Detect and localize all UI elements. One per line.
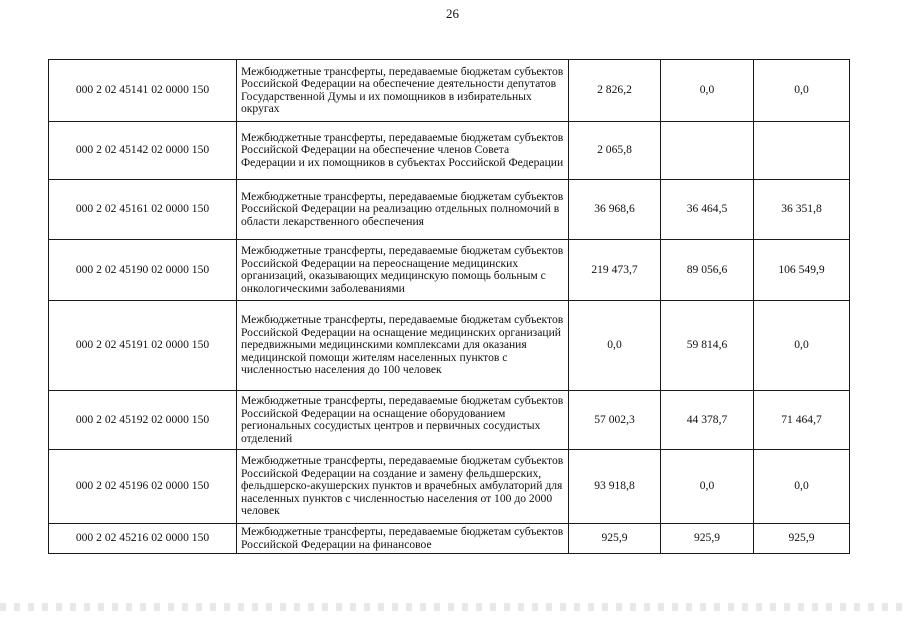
amount-year3-cell: 925,9	[754, 524, 850, 554]
transfer-name-cell: Межбюджетные трансферты, передаваемые бюджетам субъектов Российской Федерации на реализацию отдельных полномочий в области лекарственного обеспечения	[237, 180, 569, 240]
amount-year1-cell: 219 473,7	[569, 240, 661, 301]
amount-year1-cell: 57 002,3	[569, 391, 661, 450]
transfer-name-cell: Межбюджетные трансферты, передаваемые бюджетам субъектов Российской Федерации на финансовое	[237, 524, 569, 554]
transfer-name-cell: Межбюджетные трансферты, передаваемые бюджетам субъектов Российской Федерации на создание и замену фельдшерских, фельдшерско-акушерских пунктов и врачебных амбулаторий для населенных пунктов с численностью населения от 100 до 2000 человек	[237, 450, 569, 524]
transfer-name-cell: Межбюджетные трансферты, передаваемые бюджетам субъектов Российской Федерации на обеспечение членов Совета Федерации и их помощников в субъектах Российской Федерации	[237, 122, 569, 180]
amount-year2-cell: 59 814,6	[661, 301, 754, 391]
amount-year2-cell: 36 464,5	[661, 180, 754, 240]
budget-code-cell: 000 2 02 45142 02 0000 150	[49, 122, 237, 180]
budget-code-cell: 000 2 02 45196 02 0000 150	[49, 450, 237, 524]
amount-year2-cell: 44 378,7	[661, 391, 754, 450]
transfer-name-cell: Межбюджетные трансферты, передаваемые бюджетам субъектов Российской Федерации на оснащение медицинских организаций передвижными медицинскими комплексами для оказания медицинской помощи жителям населенных пунктов с численностью населения до 100 человек	[237, 301, 569, 391]
amount-year1-cell: 2 826,2	[569, 60, 661, 122]
amount-year3-cell: 0,0	[754, 301, 850, 391]
amount-year2-cell	[661, 122, 754, 180]
amount-year3-cell: 106 549,9	[754, 240, 850, 301]
budget-code-cell: 000 2 02 45141 02 0000 150	[49, 60, 237, 122]
budget-code-cell: 000 2 02 45161 02 0000 150	[49, 180, 237, 240]
budget-code-cell: 000 2 02 45190 02 0000 150	[49, 240, 237, 301]
table-row	[49, 301, 850, 391]
scan-edge-artifact	[0, 603, 905, 611]
amount-year3-cell: 0,0	[754, 60, 850, 122]
table-row	[49, 450, 850, 524]
amount-year3-cell	[754, 122, 850, 180]
amount-year2-cell: 0,0	[661, 450, 754, 524]
amount-year2-cell: 89 056,6	[661, 240, 754, 301]
page-number: 26	[446, 6, 459, 21]
amount-year1-cell: 925,9	[569, 524, 661, 554]
budget-code-cell: 000 2 02 45191 02 0000 150	[49, 301, 237, 391]
table-row	[49, 524, 850, 554]
transfer-name-cell: Межбюджетные трансферты, передаваемые бюджетам субъектов Российской Федерации на оснащение оборудованием региональных сосудистых центров и первичных сосудистых отделений	[237, 391, 569, 450]
table-row	[49, 122, 850, 180]
amount-year3-cell: 0,0	[754, 450, 850, 524]
budget-code-cell: 000 2 02 45216 02 0000 150	[49, 524, 237, 554]
budget-code-cell: 000 2 02 45192 02 0000 150	[49, 391, 237, 450]
table-row	[49, 60, 850, 122]
amount-year2-cell: 925,9	[661, 524, 754, 554]
amount-year1-cell: 36 968,6	[569, 180, 661, 240]
amount-year1-cell: 0,0	[569, 301, 661, 391]
budget-table	[48, 59, 850, 554]
table-row	[49, 240, 850, 301]
amount-year3-cell: 36 351,8	[754, 180, 850, 240]
transfer-name-cell: Межбюджетные трансферты, передаваемые бюджетам субъектов Российской Федерации на обеспечение деятельности депутатов Государственной Думы и их помощников в избирательных округах	[237, 60, 569, 122]
table-row	[49, 391, 850, 450]
table-row	[49, 180, 850, 240]
transfer-name-cell: Межбюджетные трансферты, передаваемые бюджетам субъектов Российской Федерации на переоснащение медицинских организаций, оказывающих медицинскую помощь больным с онкологическими заболеваниями	[237, 240, 569, 301]
amount-year2-cell: 0,0	[661, 60, 754, 122]
amount-year1-cell: 2 065,8	[569, 122, 661, 180]
amount-year1-cell: 93 918,8	[569, 450, 661, 524]
amount-year3-cell: 71 464,7	[754, 391, 850, 450]
